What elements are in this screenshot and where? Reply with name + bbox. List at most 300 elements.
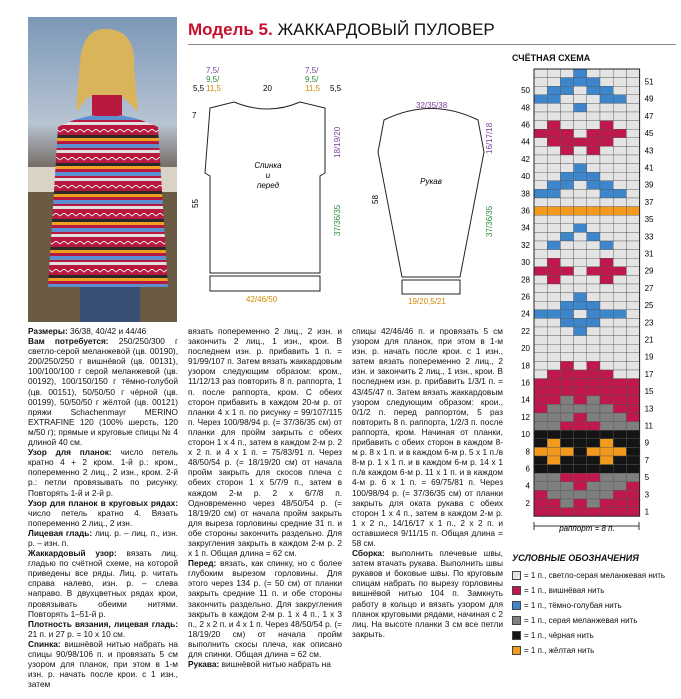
chart-cell: [587, 293, 600, 302]
chart-cell: [534, 499, 547, 508]
chart-cell: [613, 310, 626, 319]
chart-cell: [534, 344, 547, 353]
chart-cell: [574, 181, 587, 190]
model-title: ЖАККАРДОВЫЙ ПУЛОВЕР: [277, 20, 495, 39]
legend-swatch: [512, 571, 521, 580]
chart-cell: [560, 318, 573, 327]
chart-row-label: 17: [644, 369, 654, 379]
body-width: 42/46/50: [246, 295, 278, 304]
legend-swatch: [512, 616, 521, 625]
chart-cell: [600, 379, 613, 388]
chart-cell: [613, 499, 626, 508]
chart-cell: [547, 370, 560, 379]
chart-cell: [560, 353, 573, 362]
chart-cell: [613, 301, 626, 310]
chart-cell: [574, 95, 587, 104]
chart-cell: [574, 370, 587, 379]
chart-cell: [626, 370, 639, 379]
chart-cell: [547, 258, 560, 267]
chart-cell: [534, 473, 547, 482]
chart-cell: [587, 301, 600, 310]
chart-cell: [626, 499, 639, 508]
chart-row-label: 7: [644, 455, 650, 465]
chart-cell: [626, 301, 639, 310]
chart-cell: [547, 310, 560, 319]
chart-row-label: 4: [525, 481, 530, 491]
chart-cell: [587, 336, 600, 345]
chart-cell: [626, 465, 639, 474]
chart-cell: [613, 69, 626, 78]
chart-cell: [600, 456, 613, 465]
chart-cell: [626, 250, 639, 259]
chart-row-label: 47: [644, 111, 654, 121]
chart-cell: [613, 318, 626, 327]
chart-cell: [587, 241, 600, 250]
chart-cell: [600, 189, 613, 198]
chart-cell: [600, 499, 613, 508]
chart-cell: [547, 473, 560, 482]
chart-cell: [626, 215, 639, 224]
chart-cell: [613, 344, 626, 353]
chart-cell: [534, 103, 547, 112]
chart-cell: [534, 422, 547, 431]
chart-cell: [574, 189, 587, 198]
chart-cell: [613, 146, 626, 155]
chart-cell: [626, 172, 639, 181]
chart-cell: [534, 224, 547, 233]
chart-cell: [587, 465, 600, 474]
chart-cell: [587, 198, 600, 207]
chart-cell: [626, 473, 639, 482]
chart-cell: [560, 207, 573, 216]
chart-cell: [587, 224, 600, 233]
instruction-text: число петель кратно 4 + 2 кром. 1-й р.: кром., попеременно 2 лиц., 2 изн., кром. 2-й р.: петли провязывать по рисунку. Повторять 1-й и 2-й р.: [28, 447, 178, 498]
chart-row-label: 29: [644, 266, 654, 276]
chart-cell: [547, 241, 560, 250]
chart-cell: [587, 499, 600, 508]
chart-row-label: 36: [521, 206, 530, 216]
chart-cell: [574, 121, 587, 130]
chart-cell: [600, 439, 613, 448]
chart-cell: [626, 318, 639, 327]
chart-cell: [587, 422, 600, 431]
armhole-height: 18/19/20: [333, 126, 342, 158]
chart-cell: [587, 69, 600, 78]
chart-cell: [613, 413, 626, 422]
legend-text: = 1 п., вишнёвая нить: [524, 586, 605, 595]
chart-cell: [600, 465, 613, 474]
chart-cell: [547, 146, 560, 155]
chart-cell: [534, 241, 547, 250]
chart-cell: [560, 232, 573, 241]
legend-text: = 1 п., жёлтая нить: [524, 646, 595, 655]
instruction-heading: Плотность вязания, лицевая гладь:: [28, 618, 178, 629]
chart-cell: [574, 241, 587, 250]
instruction-heading: Жаккардовый узор:: [28, 548, 117, 559]
chart-row-label: 43: [644, 146, 654, 156]
chart-row-label: 28: [521, 275, 530, 285]
chart-cell: [613, 103, 626, 112]
chart-cell: [534, 198, 547, 207]
chart-cell: [600, 121, 613, 130]
chart-row-label: 16: [521, 378, 530, 388]
chart-cell: [613, 327, 626, 336]
chart-row-label: 40: [521, 172, 530, 182]
chart-cell: [547, 69, 560, 78]
chart-cell: [547, 164, 560, 173]
chart-cell: [574, 490, 587, 499]
chart-cell: [600, 69, 613, 78]
chart-cell: [547, 396, 560, 405]
chart-cell: [626, 284, 639, 293]
instruction-text: 21 п. и 27 р. = 10 х 10 см.: [28, 628, 126, 639]
legend-item: [512, 568, 681, 583]
instruction-paragraph: [28, 528, 178, 548]
side-height: 37/36/35: [333, 204, 342, 236]
chart-row-label: 1: [644, 507, 650, 517]
chart-cell: [574, 215, 587, 224]
chart-row-label: 33: [644, 232, 654, 242]
chart-cell: [574, 508, 587, 517]
chart-cell: [613, 129, 626, 138]
chart-cell: [613, 293, 626, 302]
chart-cell: [560, 138, 573, 147]
chart-cell: [587, 473, 600, 482]
chart-cell: [613, 241, 626, 250]
instruction-paragraph: [28, 498, 178, 528]
chart-cell: [600, 361, 613, 370]
legend-text: = 1 п., светло-серая меланжевая нить: [524, 571, 666, 580]
chart-cell: [560, 293, 573, 302]
instruction-paragraph: [28, 326, 178, 336]
chart-cell: [587, 258, 600, 267]
chart-cell: [613, 508, 626, 517]
chart-cell: [574, 164, 587, 173]
chart-row-label: 23: [644, 318, 654, 328]
instruction-heading: Перед:: [188, 558, 217, 569]
body-label-3: перед: [256, 181, 280, 190]
chart-cell: [626, 396, 639, 405]
chart-cell: [534, 327, 547, 336]
sleeve-pattern-diagram: [356, 92, 506, 310]
chart-cell: [574, 284, 587, 293]
chart-cell: [587, 250, 600, 259]
chart-cell: [613, 336, 626, 345]
chart-cell: [626, 336, 639, 345]
chart-cell: [613, 181, 626, 190]
legend-text: = 1 п., серая меланжевая нить: [524, 616, 638, 625]
chart-cell: [574, 103, 587, 112]
chart-cell: [587, 267, 600, 276]
chart-cell: [626, 103, 639, 112]
instruction-text: вязать попеременно 2 лиц., 2 изн. и закончить 2 лиц., 1 изн., крои. В последнем изн. р. прибавить 1 п. = 91/99/107 п. Затем вязать жаккардовым узором следующим образом: кром., 11/12/13 раз повторить 8 п. раппорта, 1 п. после раппорта, кром. С обеих сторон прибавить в каждом 20-м р. от планки 4 х 1 п. по рисунку = 99/107/115 п. Через 100/98/94 р. (= 37/36/35 см) от планки для пройм закрыть с обеих сторон 1 х 4 п., затем в каждом 2-м р. 2 х 2 п. и 4 х 1 п. = 75/83/91 п. Через 48/50/54 р. (= 18/19/20 см) от начала пройм закрыть для скосов плеча с обеих сторон 1 х 5/7/9 п., затем в каждом 2-м р. 2 х 6/7/8 п. Одновременно через 48/50/54 р. (= 18/19/20 см) от начала пройм закрыть для выреза горловины средние 31 п. и обе стороны закончить раздельно. Для закругления закрыть в каждом 2-м р. 2 х 1 п. Общая длина = 62 см.: [188, 326, 342, 559]
instruction-heading: Узор для планок:: [28, 447, 112, 458]
chart-cell: [534, 490, 547, 499]
chart-cell: [547, 361, 560, 370]
instruction-text: спицы 42/46/46 п. и провязать 5 см узором для планок, при этом в 1-м изн. р. начать после крои. с 1 изн., затем вязать попеременно 2 лиц., 2 изн. и закончить 2 лиц., 1 изн., крои. В последнем изн. р. прибавить 1/3/1 п. = 43/45/47 п. Затем вязать жаккардовым узором следующим образом: крои., 0/1/2 п. перед раппортом, 5 раз повторить 8 п. раппорта, 1/2/3 п. после раппорта, кром. Начиная от планки, прибавить с обеих сторон в каждом 8-м р. 8 х 1 п. и в каждом 6-м р. 5 х 1 п./в 8-м р. 1 х 1 п. и в каждом 6-м р. 14 х 1 п./в каждом 6-м р. 11 х 1 п. и в каждом 4-м р. 6 х 1 п. = 69/75/81 п. Через 100/98/94 р. (= 37/36/35 см) от планки закрыть для оката рукава с обеих сторон 1 х 4 п., затем в каждом 2-м р. 1 х 2 п., 14/16/17 х 1 п., 2 х 2 п. и оставшиеся 9/11/15 п. Общая длина = 58 см.: [352, 326, 503, 548]
chart-cell: [613, 275, 626, 284]
instruction-text: 250/250/300 г светло-серой меланжевой (цв. 00190), 200/250/250 г вишнёвой (цв. 00131), 100/100/100 г серой меланжевой (цв. 00192), 100/150/150 г тёмно-голубой (цв. 00151), 50/50/50 г чёрной (цв. 00199), 50/50/50 г жёлтой (цв. 00121) пряжи Schachenmayr MERINO EXTRAFINE 120 (100% шерсть, 120 м/50 г); прямые и круговые спицы № 4 длиной 40 см.: [28, 336, 178, 448]
chart-cell: [534, 310, 547, 319]
chart-cell: [587, 404, 600, 413]
chart-row-label: 3: [644, 490, 650, 500]
instruction-paragraph: [188, 659, 342, 669]
chart-cell: [587, 78, 600, 87]
neck-depth-top-right-3: 11,5: [305, 84, 320, 93]
chart-cell: [547, 86, 560, 95]
chart-cell: [600, 164, 613, 173]
chart-cell: [587, 275, 600, 284]
chart-cell: [613, 250, 626, 259]
chart-cell: [613, 258, 626, 267]
instruction-paragraph: [28, 548, 178, 619]
chart-cell: [587, 413, 600, 422]
chart-cell: [587, 353, 600, 362]
chart-cell: [574, 447, 587, 456]
chart-cell: [560, 456, 573, 465]
chart-row-label: 37: [644, 197, 654, 207]
chart-cell: [560, 404, 573, 413]
photo-illustration: [28, 17, 177, 322]
chart-cell: [560, 490, 573, 499]
chart-cell: [587, 508, 600, 517]
chart-cell: [547, 284, 560, 293]
chart-cell: [547, 387, 560, 396]
chart-cell: [560, 508, 573, 517]
instructions-column-3: [352, 326, 503, 639]
chart-cell: [560, 121, 573, 130]
chart-cell: [600, 146, 613, 155]
chart-cell: [587, 129, 600, 138]
chart-cell: [600, 155, 613, 164]
chart-cell: [534, 508, 547, 517]
chart-cell: [626, 189, 639, 198]
legend-swatch: [512, 601, 521, 610]
chart-cell: [626, 121, 639, 130]
chart-cell: [613, 112, 626, 121]
chart-cell: [547, 155, 560, 164]
chart-cell: [574, 473, 587, 482]
chart-cell: [547, 121, 560, 130]
chart-cell: [547, 456, 560, 465]
chart-cell: [613, 439, 626, 448]
chart-cell: [574, 327, 587, 336]
chart-cell: [626, 164, 639, 173]
chart-cell: [600, 207, 613, 216]
chart-cell: [613, 387, 626, 396]
chart-cell: [574, 413, 587, 422]
chart-cell: [574, 482, 587, 491]
chart-cell: [587, 164, 600, 173]
chart-cell: [547, 490, 560, 499]
chart-cell: [574, 78, 587, 87]
chart-row-label: 10: [521, 430, 530, 440]
chart-cell: [587, 439, 600, 448]
chart-row-label: 13: [644, 404, 654, 414]
instruction-heading: Сборка:: [352, 548, 385, 559]
legend-item: [512, 643, 681, 658]
chart-cell: [534, 482, 547, 491]
chart-cell: [626, 146, 639, 155]
chart-cell: [574, 396, 587, 405]
chart-cell: [587, 86, 600, 95]
chart-row-label: 44: [521, 137, 530, 147]
chart-cell: [534, 78, 547, 87]
chart-cell: [626, 490, 639, 499]
legend-swatch: [512, 646, 521, 655]
chart-cell: [560, 473, 573, 482]
chart-cell: [626, 439, 639, 448]
neck-depth-top-right-1: 7,5/: [305, 66, 319, 75]
chart-cell: [534, 275, 547, 284]
chart-cell: [600, 353, 613, 362]
chart-row-label: 46: [521, 120, 530, 130]
chart-cell: [534, 189, 547, 198]
legend-item: [512, 628, 681, 643]
chart-cell: [613, 370, 626, 379]
chart-row-label: 26: [521, 292, 530, 302]
chart-cell: [626, 344, 639, 353]
chart-cell: [547, 232, 560, 241]
chart-cell: [600, 508, 613, 517]
chart-cell: [600, 103, 613, 112]
chart-cell: [600, 396, 613, 405]
chart-cell: [547, 404, 560, 413]
chart-cell: [600, 370, 613, 379]
chart-cell: [534, 370, 547, 379]
chart-cell: [574, 138, 587, 147]
chart-cell: [626, 275, 639, 284]
chart-cell: [613, 232, 626, 241]
chart-row-label: 20: [521, 344, 530, 354]
chart-cell: [574, 258, 587, 267]
chart-cell: [534, 164, 547, 173]
chart-row-label: 41: [644, 163, 654, 173]
chart-cell: [547, 224, 560, 233]
chart-cell: [600, 310, 613, 319]
chart-cell: [574, 387, 587, 396]
chart-cell: [600, 490, 613, 499]
chart-cell: [560, 370, 573, 379]
chart-cell: [600, 284, 613, 293]
chart-cell: [560, 336, 573, 345]
chart-cell: [534, 404, 547, 413]
chart-cell: [626, 78, 639, 87]
chart-cell: [600, 267, 613, 276]
sleeve-side: 37/36/35: [485, 205, 494, 237]
chart-cell: [560, 189, 573, 198]
chart-cell: [560, 181, 573, 190]
chart-cell: [534, 430, 547, 439]
chart-row-label: 2: [525, 498, 530, 508]
chart-cell: [560, 224, 573, 233]
instruction-text: вязать, как спинку, но с более глубоким вырезом горловины. Для этого через 134 р. (= 50 см) от планки закрыть средние 11 п. и обе стороны закончить раздельно. Для закругления закрыть в каждом 2-м р. 1 х 4 п., 1 х 3 п., 2 х 2 п. и 4 х 1 п. Через 48/50/54 р. (= 18/19/20 см) от начала пройм выполнить скосы плеча, как описано для спинки. Общая длина = 62 см.: [188, 558, 342, 659]
chart-cell: [613, 86, 626, 95]
instruction-text: число петель кратно 4. Вязать попеременно 2 лиц., 2 изн.: [28, 507, 178, 528]
chart-cell: [626, 422, 639, 431]
chart-cell: [613, 78, 626, 87]
chart-cell: [600, 232, 613, 241]
chart-cell: [534, 447, 547, 456]
chart-cell: [560, 78, 573, 87]
chart-cell: [600, 301, 613, 310]
chart-cell: [600, 430, 613, 439]
chart-cell: [587, 112, 600, 121]
chart-cell: [574, 422, 587, 431]
chart-row-label: 50: [521, 86, 530, 96]
instruction-paragraph: [28, 447, 178, 497]
title-rule: [188, 44, 676, 45]
chart-cell: [560, 155, 573, 164]
chart-cell: [626, 508, 639, 517]
shoulder-left: 5,5: [193, 84, 205, 93]
chart-cell: [574, 69, 587, 78]
chart-cell: [547, 327, 560, 336]
neck-depth-top-right-2: 9,5/: [305, 75, 319, 84]
chart-cell: [560, 301, 573, 310]
chart-cell: [613, 447, 626, 456]
chart-cell: [626, 241, 639, 250]
chart-cell: [613, 207, 626, 216]
chart-row-label: 12: [521, 412, 530, 422]
chart-cell: [626, 258, 639, 267]
chart-cell: [574, 310, 587, 319]
chart-cell: [560, 327, 573, 336]
instruction-paragraph: [352, 548, 503, 639]
chart-cell: [534, 146, 547, 155]
chart-cell: [534, 456, 547, 465]
chart-cell: [600, 250, 613, 259]
chart-cell: [600, 327, 613, 336]
chart-cell: [587, 318, 600, 327]
chart-cell: [534, 112, 547, 121]
chart-cell: [547, 439, 560, 448]
chart-cell: [574, 344, 587, 353]
chart-cell: [574, 293, 587, 302]
chart-row-label: 27: [644, 283, 654, 293]
chart-cell: [560, 69, 573, 78]
chart-cell: [626, 138, 639, 147]
chart-cell: [613, 430, 626, 439]
chart-legend: [512, 553, 681, 658]
chart-cell: [626, 413, 639, 422]
chart-cell: [587, 172, 600, 181]
chart-cell: [574, 456, 587, 465]
chart-cell: [560, 241, 573, 250]
chart-cell: [600, 215, 613, 224]
chart-cell: [587, 181, 600, 190]
chart-row-label: 24: [521, 309, 530, 319]
chart-cell: [613, 215, 626, 224]
legend-swatch: [512, 631, 521, 640]
chart-cell: [574, 86, 587, 95]
legend-item: [512, 613, 681, 628]
chart-cell: [600, 413, 613, 422]
chart-cell: [560, 146, 573, 155]
chart-cell: [547, 422, 560, 431]
chart-cell: [560, 95, 573, 104]
chart-cell: [613, 164, 626, 173]
chart-cell: [626, 69, 639, 78]
chart-cell: [560, 344, 573, 353]
chart-row-label: 18: [521, 361, 530, 371]
chart-row-label: 30: [521, 258, 530, 268]
instruction-text: вязать лиц. гладью по счётной схеме, на которой приведены все ряды. Лиц. р. читать справа налево, изн. р. – слева направо. В двухцветных рядах крои, провязывать обеими нитями. Повторять 1–51-й р.: [28, 548, 179, 619]
chart-cell: [600, 447, 613, 456]
chart-cell: [626, 155, 639, 164]
chart-cell: [600, 86, 613, 95]
chart-cell: [560, 413, 573, 422]
